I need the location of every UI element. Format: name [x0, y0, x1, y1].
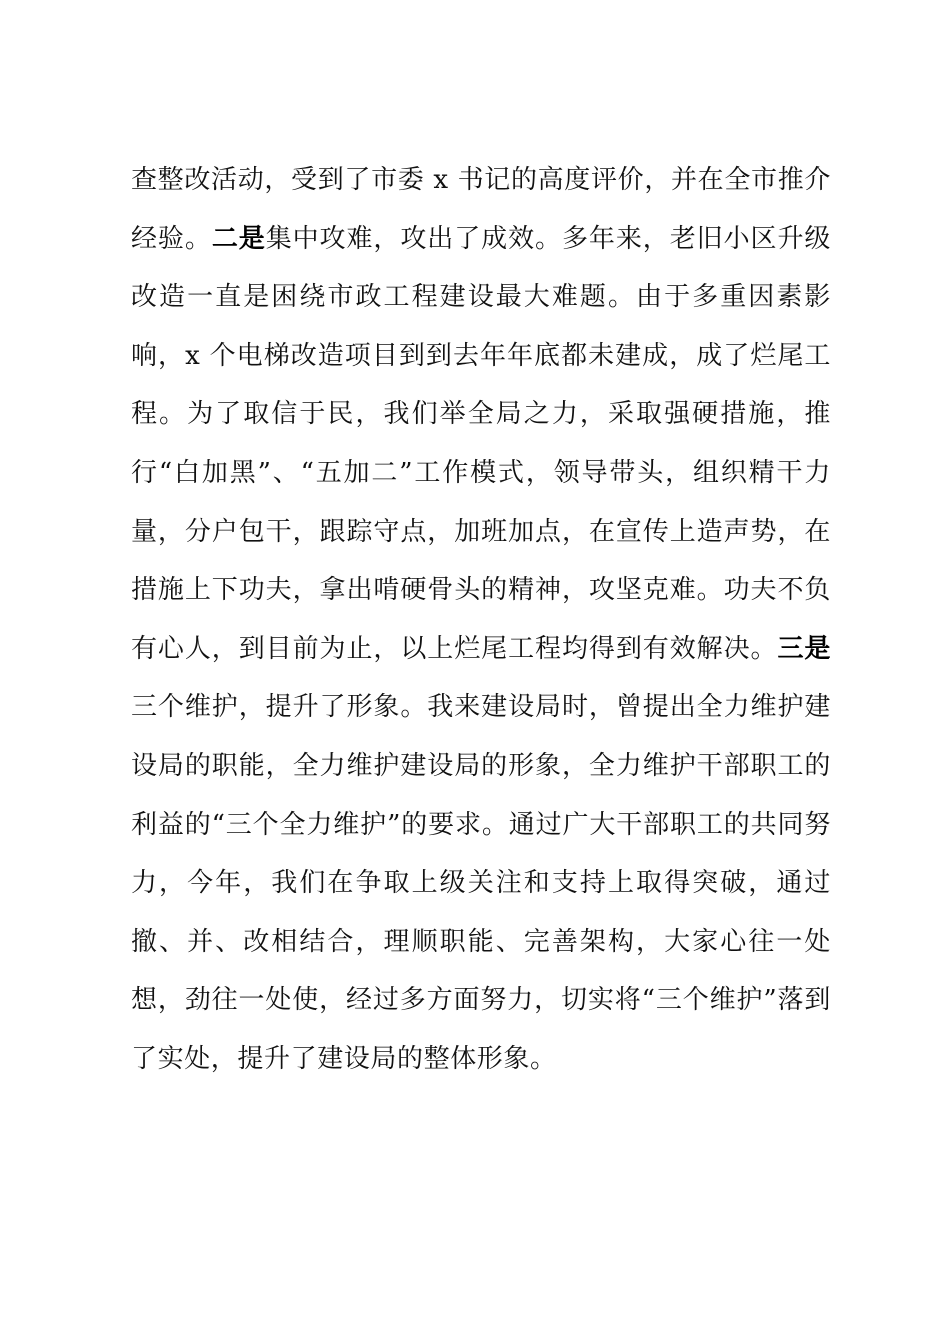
bold-marker-three: 三是: [777, 633, 832, 664]
text-segment-three: 三个维护，提升了形象。我来建设局时，曾提出全力维护建设局的职能，全力维护建设局的形象，全力维护干部职工的利益的“三个全力维护”的要求。通过广大干部职工的共同努力，今年，我们在争取上级关注和支持上取得突破，通过撤、并、改相结合，理顺职能、完善架构，大家心往一处想，劲往一处使，经过多方面努力，切实将“三个维护”落到了实处，提升了建设局的整体形象。: [131, 692, 831, 1074]
text-segment-two: 集中攻难，攻出了成效。多年来，老旧小区升级改造一直是困绕市政工程建设最大难题。由于多重因素影响，x 个电梯改造项目到到去年年底都未建成，成了烂尾工程。为了取信于民，我们举全局之力，采取强硬措施，推行“白加黑”、“五加二”工作模式，领导带头，组织精干力量，分户包干，跟踪守点，加班加点，在宣传上造声势，在措施上下功夫，拿出啃硬骨头的精神，攻坚克难。功夫不负有心人，到目前为止，以上烂尾工程均得到有效解决。: [131, 223, 831, 664]
bold-marker-two: 二是: [211, 223, 266, 254]
body-paragraph: [131, 151, 831, 1089]
text-segment-intro: 查整改活动，受到了市委 x 书记的高度评价，并在全市推介经验。: [131, 165, 831, 254]
